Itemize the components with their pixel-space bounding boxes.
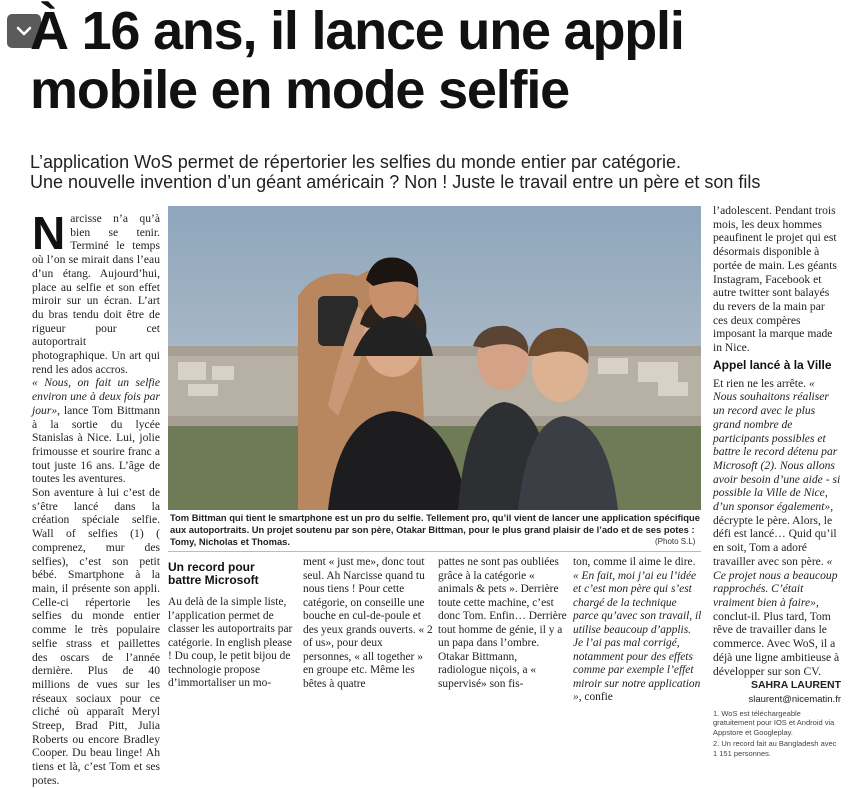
quote: « Nous, on fait un selfie environ une à deux fois par jour»	[32, 376, 160, 417]
paragraph-text: Et rien ne les arrête.	[713, 376, 807, 390]
author-email: slaurent@nicematin.fr	[748, 693, 841, 705]
paragraph: pattes ne sont pas oubliées grâce à la catégorie « animals & pets ». Derrière toute cette machine, c’est donc Tom. Enfin… Derrière tout homme de génie, il y a un papa dans l’ombre. Otakar Bittmann, radiologue niçois, a « supervisé» son fis-	[438, 556, 567, 690]
headline-line-2: mobile en mode selfie	[30, 60, 569, 120]
paragraph-text: , décrypte le père. Alors, le défi est lancé… Quid qu’il en soit, Tom a adoré travailler avec son père.	[713, 500, 837, 568]
paragraph-text: arcisse n’a qu’à bien se tenir. Terminé le temps où l’on se mirait dans l’eau d’un étang. Aujourd’hui, place au selfie et son effet miroir sur un écran. L’art du bras tendu doit être de rigueur pour cet autoportrait photographique. Un art qui rend les ados accros.	[32, 212, 160, 376]
paragraph	[32, 207, 160, 376]
paragraph: l’adolescent. Pendant trois mois, les deux hommes peaufinent le projet qui est désormais disponible à portée de main. Les géants Instagram, Facebook et autre twitter sont balayés du revers de la main par ces deux compères imposant la marque made in Nice.	[713, 204, 837, 355]
article-column-c4	[573, 556, 703, 703]
article-standfirst	[30, 152, 850, 192]
paragraph-text: ton, comme il aime le dire.	[573, 556, 696, 568]
footnote-2: 2. Un record fait au Bangladesh avec 1 151 personnes.	[713, 739, 837, 758]
author-signature: SAHRA LAURENT	[750, 679, 841, 692]
article-column-1	[32, 207, 160, 787]
quote: « Ce projet nous a beaucoup rapprochés. C’était vraiment bien à faire»	[713, 554, 838, 609]
quote: « En fait, moi j’ai eu l’idée et c’est mon père qui s’est chargé de la technique parce qu’avec son travail, il utilise beaucoup d’applis. Je l’ai pas mal corrigé, notamment pour des effets comme par exemple l’effet miroir sur notre application »	[573, 569, 702, 703]
paragraph-text: , confie	[578, 691, 613, 703]
quote: « Nous souhaitons réaliser un record avec le plus grand nombre de participants possibles et battre le record détenu par Microsoft (2). Nous allons avoir besoin d’une aide - si possible la Ville de Nice, d’un sponsor également»	[713, 376, 841, 514]
paragraph	[713, 377, 841, 678]
paragraph	[32, 376, 160, 486]
article-column-4	[713, 204, 841, 758]
paragraph: Au delà de la simple liste, l’application permet de classer les autoportraits par catégorie. In english please ! Du coup, le petit bijou de technologie propose d’immortaliser un mo-	[168, 596, 293, 689]
paragraph	[573, 556, 703, 705]
footnote-1: 1. WoS est téléchargeable gratuitement pour IOS et Android via Appstore et Googleplay.	[713, 708, 835, 737]
article-headline	[30, 2, 850, 120]
paragraph: Son aventure à lui c’est de s’être lancé dans la création spéciale selfie. Wall of selfies (1) ( comprenez, mur des selfies), c’est son petit bébé. Smartphone à la main, il présente son appli. Celle-ci répertorie les selfies du monde entier comme le très populaire selfie strass et paillettes des oscars de l’année dernière. Plus de 40 millions de vues sur les réseaux sociaux pour ce cliché où apparaît Meryl Streep, Brad Pitt, Julia Roberts ou encore Bradley Cooper. Du beau linge! Ah tiens et là, c’est Tom et ses potes.	[32, 486, 160, 787]
section-divider	[168, 551, 701, 552]
paragraph: ment « just me», donc tout seul. Ah Narcisse quand tu nous tiens ! Pour cette catégorie, on conseille une bouche en cul-de-poule et des yeux grands ouverts. « 2 of us», pour deux personnes, « all together » en groupe etc. Même les bêtes à quatre	[303, 556, 433, 690]
standfirst-line-2: Une nouvelle invention d’un géant américain ? Non ! Juste le travail entre un père et son fils	[30, 172, 761, 192]
photo-credit: (Photo S.L)	[655, 537, 696, 546]
article-column-c2	[303, 556, 433, 692]
paragraph-text: , conclut-il. Plus tard, Tom rêve de travailler dans le commerce. Avec WoS, il a déjà une ligne ambitieuse à développer sur son CV.	[713, 595, 840, 678]
paragraph-text: , lance Tom Bittmann à la sortie du lycée Stanislas à Nice. Lui, jolie frimousse et sourire franc a tout juste 16 ans. L’âge de toutes les aventures.	[32, 403, 160, 486]
article-column-b1	[168, 596, 298, 692]
photo-caption: Tom Bittman qui tient le smartphone est un pro du selfie. Tellement pro, qu’il vient de lancer une application spécifique aux autoportraits. Un projet soutenu par son père, Otakar Bittman, pour le plus grand plaisir de l’ado et de ses potes : Tomy, Nicholas et Thomas.	[170, 512, 700, 547]
headline-line-1: À 16 ans, il lance une appli	[30, 1, 684, 61]
article-photo	[168, 206, 701, 510]
selfie-group-photo	[168, 206, 701, 510]
subhead-record: Un record pour battre Microsoft	[168, 560, 259, 587]
standfirst-line-1: L’application WoS permet de répertorier les selfies du monde entier par catégorie.	[30, 152, 682, 172]
drop-cap: N	[32, 207, 66, 259]
subhead-appel: Appel lancé à la Ville	[713, 357, 832, 372]
article-column-c3	[438, 556, 568, 692]
